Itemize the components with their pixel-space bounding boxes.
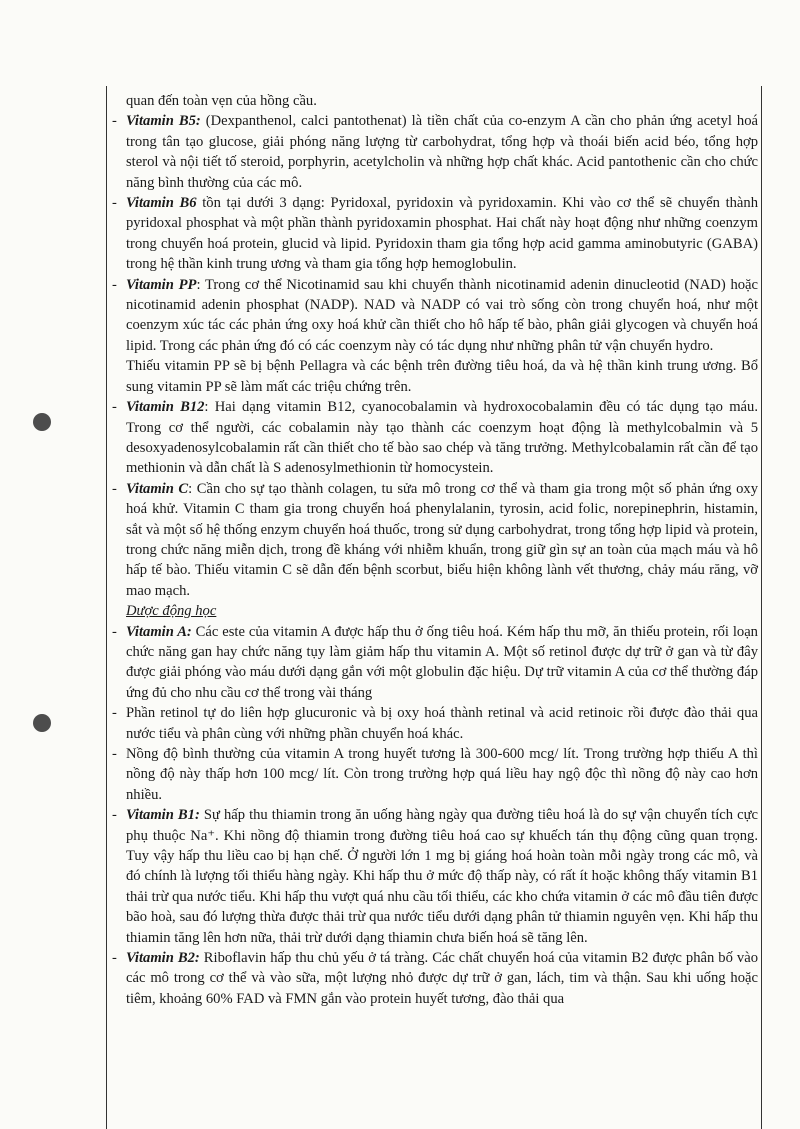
section-heading: Dược động học — [126, 603, 217, 620]
list-item-vitamin-c: - Vitamin C: Cần cho sự tạo thành colagen, tu sửa mô trong cơ thể và tham gia trong một số phản ứng oxy hoá khử. Vitamin C tham gia trong chuyển hoá phenylalanin, tyrosin, acid folic, norepinephrin, histamin, sắt và một số hệ thống enzym chuyển hoá thuốc, trong sử dụng carbohydrat, trong tổng hợp lipid và protein, trong chức năng miễn dịch, trong đề kháng với nhiễm khuẩn, trong giữ gìn sự an toàn của mạch máu và hô hấp tế bào. Thiếu vitamin C sẽ dẫn đến bệnh scorbut, biểu hiện không lành vết thương, chảy máu răng, vỡ mao mạch. — [112, 480, 758, 599]
term-label: Vitamin B1: — [126, 807, 200, 824]
term-label: Vitamin B2: — [126, 950, 200, 967]
list-item-vitamin-b12: - Vitamin B12: Hai dạng vitamin B12, cyanocobalamin và hydroxocobalamin đều có tác dụng tạo máu. Trong cơ thể người, các cobalamin này tạo thành các coenzym hoạt động là methylcobalmin và 5 desoxyadenosylcobalamin rất cần thiết cho tế bào sao chép và tăng trưởng. Methylcobalamin rất cần để tạo methionin và dẫn chất là S adenosylmethionin từ homocystein. — [112, 399, 758, 477]
item-text: : Hai dạng vitamin B12, cyanocobalamin và hydroxocobalamin đều có tác dụng tạo máu. Trong cơ thể người, các cobalamin này tạo thành các coenzym hoạt động là methylcobalmin và 5 desoxyadenosylcobalamin rất cần thiết cho tế bào sao chép và tăng trưởng. Methylcobalamin rất cần để tạo methionin và dẫn chất là S adenosylmethionin từ homocystein. — [126, 399, 758, 477]
list-item-vitamin-b2: - Vitamin B2: Riboflavin hấp thu chủ yếu ở tá tràng. Các chất chuyển hoá của vitamin B2 được phân bố vào các mô trong cơ thể và vào sữa, một lượng nhỏ được dự trữ ở gan, lách, tim và thận. Sau khi uống hoặc tiêm, khoảng 60% FAD và FMN gắn vào protein huyết tương, đào thải qua — [112, 950, 758, 1007]
term-label: Vitamin B12 — [126, 399, 205, 416]
list-item-vitamin-b5: - Vitamin B5: (Dexpanthenol, calci pantothenat) là tiền chất của co-enzym A cần cho phản ứng acetyl hoá trong tân tạo glucose, giải phóng năng lượng từ carbohydrat, tổng hợp và thoái biến acid béo, tổng hợp sterol và nội tiết tố steroid, porphyrin, acetylcholin và những hợp chất khác. Acid pantothenic cần cho chức năng bình thường của các mô. — [112, 113, 758, 191]
punch-hole-top — [33, 413, 51, 431]
list-item-vitamin-b1: - Vitamin B1: Sự hấp thu thiamin trong ăn uống hàng ngày qua đường tiêu hoá là do sự vận chuyển tích cực phụ thuộc Na⁺. Khi nồng độ thiamin trong đường tiêu hoá cao sự khuếch tán thụ động cũng quan trọng. Tuy vậy hấp thu liều cao bị hạn chế. Ở người lớn 1 mg bị giáng hoá hoàn toàn mỗi ngày trong các mô, và đó chính là lượng tối thiểu hàng ngày. Khi hấp thu ở mức độ thấp này, có rất ít hoặc không thấy vitamin B1 thải trừ qua nước tiểu. Khi hấp thu vượt quá nhu cầu tối thiểu, các kho chứa vitamin ở các mô đầu tiên được bão hoà, sau đó lượng thừa được thải trừ qua nước tiểu dưới dạng phân tử thiamin nguyên vẹn. Khi hấp thu thiamin tăng lên hơn nữa, thải trừ dưới dạng thiamin chưa biến hoá sẽ tăng lên. — [112, 807, 758, 946]
items-top — [112, 111, 758, 356]
punch-hole-bottom — [33, 714, 51, 732]
item-text: : Trong cơ thể Nicotinamid sau khi chuyển thành nicotinamid adenin dinucleotid (NAD) hoặc nicotinamid adenin phosphat (NADP). NAD và NADP có vai trò sống còn trong chuyển hoá, như một coenzym xúc tác các phản ứng oxy hoá khử cần thiết cho hô hấp tế bào, phân giải glycogen và chuyển hoá lipid. Trong các phản ứng đó có các coenzym này có tác dụng như những phân tử vận chuyển hydro. — [126, 276, 758, 354]
item-text: Các este của vitamin A được hấp thu ở ống tiêu hoá. Kém hấp thu mỡ, ăn thiếu protein, rối loạn chức năng gan hay chức năng tụy làm giảm hấp thu vitamin A. Một số retinol được dự trữ ở gan và từ đây được giải phóng vào máu dưới dạng gắn với một globulin đặc hiệu. Dự trữ vitamin A của cơ thể thường đáp ứng đủ cho nhu cầu cơ thể trong vài tháng — [126, 623, 758, 701]
items-mid — [112, 397, 758, 601]
list-item-vitamin-pp: - Vitamin PP: Trong cơ thể Nicotinamid sau khi chuyển thành nicotinamid adenin dinucleotid (NAD) hoặc nicotinamid adenin phosphat (NADP). NAD và NADP có vai trò sống còn trong chuyển hoá, như một coenzym xúc tác các phản ứng oxy hoá khử cần thiết cho hô hấp tế bào, phân giải glycogen và chuyển hoá lipid. Trong các phản ứng đó có các coenzym này có tác dụng như những phân tử vận chuyển hydro. — [112, 276, 758, 354]
items-bottom — [112, 622, 758, 1010]
list-item-retinol: - Phần retinol tự do liên hợp glucuronic và bị oxy hoá thành retinal và acid retinoic rồi được đào thải qua nước tiểu và phân cùng với những phần chuyển hoá khác. — [112, 705, 758, 742]
term-label: Vitamin PP — [126, 276, 197, 293]
item-text: tồn tại dưới 3 dạng: Pyridoxal, pyridoxin và pyridoxamin. Khi vào cơ thể sẽ chuyển thành pyridoxal phosphat và một phần thành pyridoxamin phosphat. Hai chất này hoạt động như những coenzym trong chuyển hoá protein, glucid và lipid. Pyridoxin tham gia tổng hợp acid gamma aminobutyric (GABA) trong hệ thần kinh trung ương và tham gia tổng hợp hemoglobulin. — [126, 195, 758, 273]
item-text: (Dexpanthenol, calci pantothenat) là tiền chất của co-enzym A cần cho phản ứng acetyl hoá trong tân tạo glucose, giải phóng năng lượng từ carbohydrat, tổng hợp và thoái biến acid béo, tổng hợp sterol và nội tiết tố steroid, porphyrin, acetylcholin và những hợp chất khác. Acid pantothenic cần cho chức năng bình thường của các mô. — [126, 113, 758, 191]
list-item-vitamin-a: - Vitamin A: Các este của vitamin A được hấp thu ở ống tiêu hoá. Kém hấp thu mỡ, ăn thiếu protein, rối loạn chức năng gan hay chức năng tụy làm giảm hấp thu vitamin A. Một số retinol được dự trữ ở gan và từ đây được giải phóng vào máu dưới dạng gắn với một globulin đặc hiệu. Dự trữ vitamin A của cơ thể thường đáp ứng đủ cho nhu cầu cơ thể trong vài tháng — [112, 623, 758, 701]
intro-line: quan đến toàn vẹn của hồng cầu. — [126, 93, 317, 109]
item-text: Nồng độ bình thường của vitamin A trong huyết tương là 300-600 mcg/ lít. Trong trường hợp thiếu A thì nồng độ này thấp hơn 100 mcg/ lít. Còn trong trường hợp quá liều hay ngộ độc thì nồng độ này cao hơn nhiều. — [126, 746, 758, 803]
term-label: Vitamin B5: — [126, 113, 201, 130]
item-text: Phần retinol tự do liên hợp glucuronic và bị oxy hoá thành retinal và acid retinoic rồi được đào thải qua nước tiểu và phân cùng với những phần chuyển hoá khác. — [126, 705, 758, 742]
document-body — [112, 91, 758, 1009]
term-label: Vitamin A: — [126, 623, 192, 640]
item-text: Riboflavin hấp thu chủ yếu ở tá tràng. Các chất chuyển hoá của vitamin B2 được phân bố vào các mô trong cơ thể và vào sữa, một lượng nhỏ được dự trữ ở gan, lách, tim và thận. Sau khi uống hoặc tiêm, khoảng 60% FAD và FMN gắn vào protein huyết tương, đào thải qua — [126, 950, 758, 1007]
item-text: : Cần cho sự tạo thành colagen, tu sửa mô trong cơ thể và tham gia trong một số phản ứng oxy hoá khử. Vitamin C tham gia trong chuyển hoá phenylalanin, tyrosin, acid folic, norepinephrin, histamin, sắt và một số hệ thống enzym chuyển hoá thuốc, trong sử dụng carbohydrat, trong tổng hợp lipid và protein, trong chức năng miễn dịch, trong đề kháng với nhiễm khuẩn, trong giữ gìn sự an toàn của mạch máu và hô hấp tế bào. Thiếu vitamin C sẽ dẫn đến bệnh scorbut, biểu hiện không lành vết thương, chảy máu răng, vỡ mao mạch. — [126, 480, 758, 599]
term-label: Vitamin B6 — [126, 195, 197, 212]
list-item-vitamin-b6: - Vitamin B6 tồn tại dưới 3 dạng: Pyridoxal, pyridoxin và pyridoxamin. Khi vào cơ thể sẽ chuyển thành pyridoxal phosphat và một phần thành pyridoxamin phosphat. Hai chất này hoạt động như những coenzym trong chuyển hoá protein, glucid và lipid. Pyridoxin tham gia tổng hợp acid gamma aminobutyric (GABA) trong hệ thần kinh trung ương và tham gia tổng hợp hemoglobulin. — [112, 195, 758, 273]
list-item-vitamin-a-level: - Nồng độ bình thường của vitamin A trong huyết tương là 300-600 mcg/ lít. Trong trường hợp thiếu A thì nồng độ này thấp hơn 100 mcg/ lít. Còn trong trường hợp quá liều hay ngộ độc thì nồng độ này cao hơn nhiều. — [112, 746, 758, 803]
item-text: Sự hấp thu thiamin trong ăn uống hàng ngày qua đường tiêu hoá là do sự vận chuyển tích cực phụ thuộc Na⁺. Khi nồng độ thiamin trong đường tiêu hoá cao sự khuếch tán thụ động cũng quan trọng. Tuy vậy hấp thu liều cao bị hạn chế. Ở người lớn 1 mg bị giáng hoá hoàn toàn mỗi ngày trong các mô, và đó chính là lượng tối thiểu hàng ngày. Khi hấp thu ở mức độ thấp này, có rất ít hoặc không thấy vitamin B1 thải trừ qua nước tiểu. Khi hấp thu vượt quá nhu cầu tối thiểu, các kho chứa vitamin ở các mô đầu tiên được bão hoà, sau đó lượng thừa được thải trừ qua nước tiểu dưới dạng phân tử thiamin nguyên vẹn. Khi hấp thu thiamin tăng lên hơn nữa, thải trừ dưới dạng thiamin chưa biến hoá sẽ tăng lên. — [126, 807, 758, 946]
vitamin-pp-note: Thiếu vitamin PP sẽ bị bệnh Pellagra và các bệnh trên đường tiêu hoá, da và hệ thần kinh trung ương. Bổ sung vitamin PP sẽ làm mất các triệu chứng trên. — [126, 358, 758, 395]
term-label: Vitamin C — [126, 480, 189, 497]
